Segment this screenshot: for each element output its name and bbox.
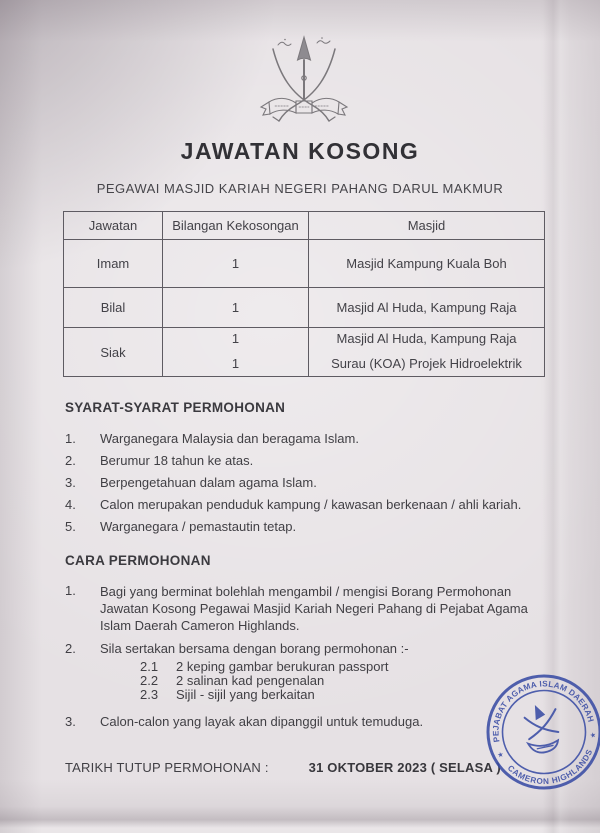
header-masjid: Masjid <box>309 212 545 240</box>
requirement-item: 2. Berumur 18 tahun ke atas. <box>65 453 254 468</box>
page-title: JAWATAN KOSONG <box>180 138 420 164</box>
office-stamp-icon <box>473 661 600 803</box>
cell-jawatan: Imam <box>64 240 163 288</box>
cell-bilangan: 1 <box>163 240 309 288</box>
requirement-item: 3. Berpengetahuan dalam agama Islam. <box>65 475 317 490</box>
page-subtitle: PEGAWAI MASJID KARIAH NEGERI PAHANG DARUL MAKMUR <box>96 181 504 196</box>
closing-date-row <box>65 760 501 775</box>
vacancy-table <box>63 211 545 377</box>
closing-date-value: 31 OKTOBER 2023 ( SELASA ) <box>308 760 501 775</box>
star-icon: ★ <box>496 751 505 760</box>
star-icon: ★ <box>589 731 597 740</box>
closing-date-label: TARIKH TUTUP PERMOHONAN : <box>65 760 269 775</box>
stamp-arc-bottom-text: CAMERON HIGHLANDS <box>505 747 595 787</box>
table-row <box>64 240 545 288</box>
apply-subitem: 2.2 2 salinan kad pengenalan <box>140 673 325 688</box>
table-row <box>64 328 545 377</box>
apply-subitem: 2.3 Sijil - sijil yang berkaitan <box>140 687 315 702</box>
cell-jawatan: Siak <box>64 328 163 377</box>
apply-item: 1. Bagi yang berminat bolehlah mengambil / mengisi Borang Permohonan Jawatan Kosong Pegawai Masjid Kariah Negeri Pahang di Pejabat Agama Islam Daerah Cameron Highlands. <box>65 583 528 633</box>
apply-item: 3. Calon-calon yang layak akan dipanggil untuk temuduga. <box>65 714 424 729</box>
apply-subitem: 2.1 2 keping gambar berukuran passport <box>140 659 389 674</box>
header-bilangan: Bilangan Kekosongan <box>163 212 309 240</box>
table-header-row <box>64 212 545 240</box>
requirement-item: 5. Warganegara / pemastautin tetap. <box>65 519 297 534</box>
header-jawatan: Jawatan <box>64 212 163 240</box>
cell-masjid: Masjid Al Huda, Kampung Raja <box>309 288 545 328</box>
how-to-apply-heading: CARA PERMOHONAN <box>65 553 211 568</box>
stamp-arc-top-text: PEJABAT AGAMA ISLAM DAERAH <box>491 679 596 743</box>
cell-jawatan: Bilal <box>64 288 163 328</box>
table-row <box>64 288 545 328</box>
requirement-item: 4. Calon merupakan penduduk kampung / kawasan berkenaan / ahli kariah. <box>65 497 522 512</box>
requirements-heading: SYARAT-SYARAT PERMOHONAN <box>65 400 286 415</box>
cell-bilangan: 1 1 <box>163 328 309 377</box>
cell-masjid: Masjid Al Huda, Kampung Raja Surau (KOA) Projek Hidroelektrik <box>309 328 545 377</box>
requirement-item: 1. Warganegara Malaysia dan beragama Islam. <box>65 431 359 446</box>
apply-item: 2. Sila sertakan bersama dengan borang permohonan :- <box>65 641 409 656</box>
stamp-crest-icon <box>521 702 564 755</box>
pahang-crest-icon <box>249 34 359 126</box>
cell-bilangan: 1 <box>163 288 309 328</box>
cell-masjid: Masjid Kampung Kuala Boh <box>309 240 545 288</box>
